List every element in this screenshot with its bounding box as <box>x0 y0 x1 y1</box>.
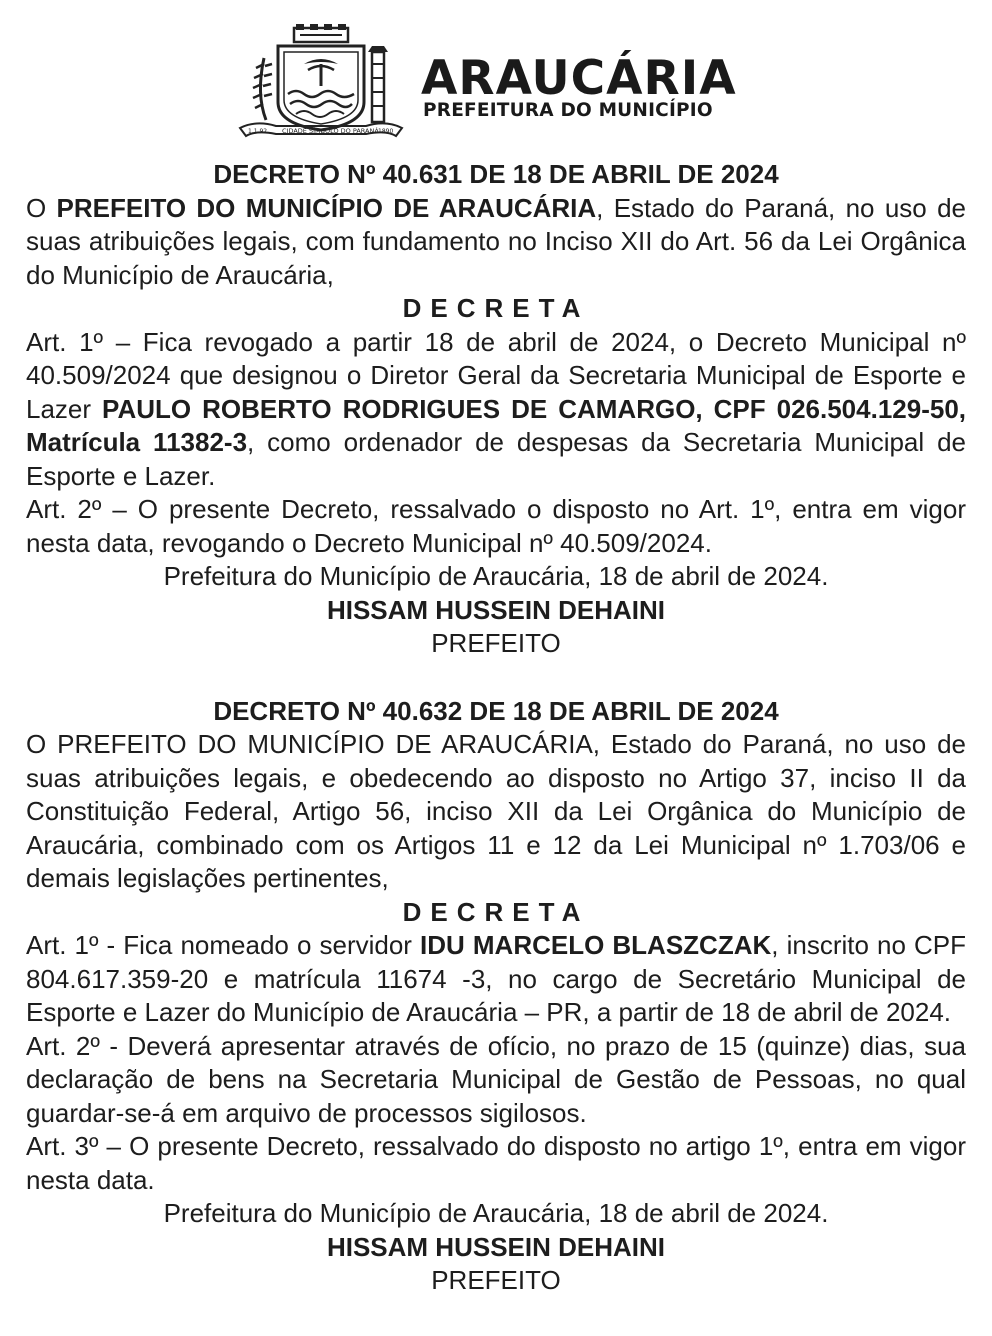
decree-2-art1-start: Art. 1º - Fica nomeado o servidor <box>26 930 421 960</box>
brand-block <box>421 51 737 122</box>
decree-1-intro-start: O <box>26 192 57 223</box>
decree-2-art1-end: , inscrito no CPF 804.617.359-20 e matrícula 11674 -3, no cargo de Secretário Municipal de Esporte e Lazer do Município de Araucária – PR, a partir de 18 de abril de 2024. <box>26 930 966 1027</box>
decree-1-title: DECRETO Nº 40.631 DE 18 DE ABRIL DE 2024 <box>213 159 779 189</box>
decree-2-intro: O PREFEITO DO MUNICÍPIO DE ARAUCÁRIA, Estado do Paraná, no uso de suas atribuições legais, e obedecendo ao disposto no Artigo 37, inciso II da Constituição Federal, Artigo 56, inciso XII da Lei Orgânica do Município de Araucária, combinado com os Artigos 11 e 12 da Lei Municipal nº 1.703/06 e demais legislações pertinentes, <box>26 729 966 893</box>
brand-subtitle: PREFEITURA DO MUNICÍPIO <box>423 100 713 121</box>
decree-2-signer: HISSAM HUSSEIN DEHAINI <box>326 1231 666 1262</box>
municipal-coat-of-arms-icon <box>236 24 406 144</box>
crest-right-year: 1890 <box>378 128 394 135</box>
document-page <box>26 0 966 1298</box>
decree-2-place-date: Prefeitura do Município de Araucária, 18 de abril de 2024. <box>163 1198 829 1228</box>
decree-1-role: PREFEITO <box>431 628 561 658</box>
decree-1-signer: HISSAM HUSSEIN DEHAINI <box>326 594 666 625</box>
decree-1-art1 <box>26 326 966 494</box>
decree-1-art1-start: Art. 1º – Fica revogado a partir 18 de abril de 2024, o Decreto Municipal nº 40.509/2024 que designou o Diretor Geral da Secretaria Municipal de Esporte e Lazer <box>26 326 966 424</box>
decree-1-decreta: DECRETA <box>402 293 590 323</box>
decree-1-intro-bold: PREFEITO DO MUNICÍPIO DE ARAUCÁRIA <box>56 192 597 223</box>
decree-1-art2: Art. 2º – O presente Decreto, ressalvado o disposto no Art. 1º, entra em vigor nesta data, revogando o Decreto Municipal nº 40.509/2024. <box>26 494 966 558</box>
crest-left-year: 1.1.92 <box>248 128 268 135</box>
brand-name: ARAUCÁRIA <box>421 51 737 106</box>
decree-2-art3: Art. 3º – O presente Decreto, ressalvado do disposto no artigo 1º, entra em vigor nesta data. <box>26 1131 966 1195</box>
decree-2-decreta: DECRETA <box>402 896 590 927</box>
decree-2-title: DECRETO Nº 40.632 DE 18 DE ABRIL DE 2024 <box>213 695 779 726</box>
decree-1-art1-end: , como ordenador de despesas da Secretaria Municipal de Esporte e Lazer. <box>26 427 966 491</box>
decree-1-art1-bold: PAULO ROBERTO RODRIGUES DE CAMARGO, CPF 026.504.129-50, Matrícula 11382-3 <box>26 393 967 457</box>
letterhead <box>26 0 966 158</box>
decree-1 <box>26 158 966 661</box>
crest-motto: CIDADE SÍMBOLO DO PARANÁ <box>282 127 379 135</box>
decree-2-art2: Art. 2º - Deverá apresentar através de ofício, no prazo de 15 (quinze) dias, sua declaração de bens na Secretaria Municipal de Gestão de Pessoas, no qual guardar-se-á em arquivo de processos sigilosos. <box>26 1030 966 1128</box>
decree-1-intro-end: , Estado do Paraná, no uso de suas atribuições legais, com fundamento no Inciso XII do Art. 56 da Lei Orgânica do Município de Araucária, <box>26 192 966 290</box>
decree-1-intro <box>26 192 966 293</box>
decree-1-place-date: Prefeitura do Município de Araucária, 18 de abril de 2024. <box>163 561 829 591</box>
decree-2-role: PREFEITO <box>431 1265 561 1295</box>
decree-2 <box>26 695 966 1298</box>
section-gap <box>26 661 966 695</box>
decree-2-art1-bold: IDU MARCELO BLASZCZAK <box>420 930 772 960</box>
decree-2-art1 <box>26 929 966 1030</box>
